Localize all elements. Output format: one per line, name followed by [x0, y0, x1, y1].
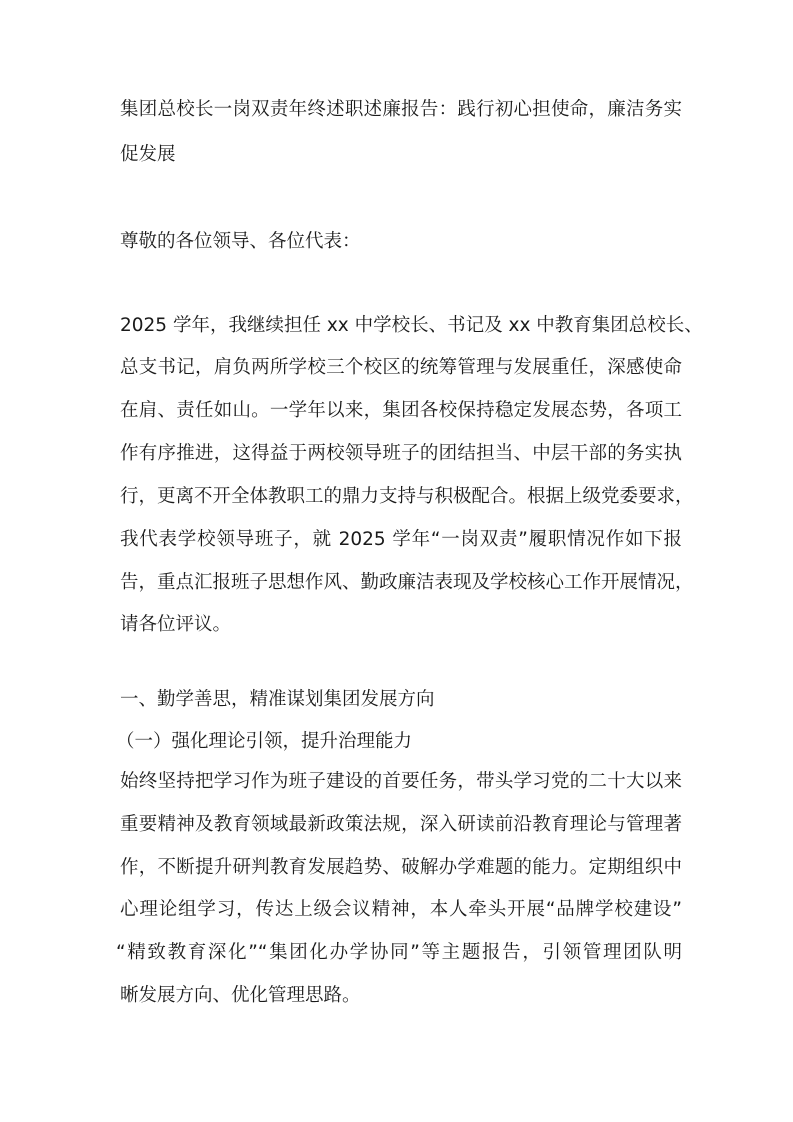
- body-line: “精致教育深化”“集团化办学协同”等主题报告，引领管理团队明: [116, 942, 682, 963]
- intro-line: 总支书记，肩负两所学校三个校区的统筹管理与发展重任，深感使命: [120, 357, 682, 378]
- intro-line: 告，重点汇报班子思想作风、勤政廉洁表现及学校核心工作开展情况，: [120, 572, 694, 593]
- subsection-heading: （一）强化理论引领，提升治理能力: [116, 731, 413, 752]
- body-line: 晰发展方向、优化管理思路。: [120, 985, 361, 1006]
- body-line: 心理论组学习，传达上级会议精神，本人牵头开展“品牌学校建设”: [120, 899, 682, 920]
- intro-line: 请各位评议。: [120, 614, 232, 635]
- body-line: 始终坚持把学习作为班子建设的首要任务，带头学习党的二十大以来: [120, 771, 682, 792]
- body-line: 重要精神及教育领域最新政策法规，深入研读前沿教育理论与管理著: [120, 814, 682, 835]
- intro-line: 2025 学年，我继续担任 xx 中学校长、书记及 xx 中教育集团总校长、: [120, 315, 703, 336]
- document-title-line-2: 促发展: [120, 144, 176, 165]
- greeting: 尊敬的各位领导、各位代表：: [120, 231, 361, 252]
- document-title-line-1: 集团总校长一岗双责年终述职述廉报告：践行初心担使命，廉洁务实: [120, 99, 682, 120]
- section-heading: 一、勤学善思，精准谋划集团发展方向: [120, 689, 435, 710]
- intro-line: 行，更离不开全体教职工的鼎力支持与积极配合。根据上级党委要求，: [120, 486, 694, 507]
- intro-line: 作有序推进，这得益于两校领导班子的团结担当、中层干部的务实执: [120, 443, 682, 464]
- intro-line: 在肩、责任如山。一学年以来，集团各校保持稳定发展态势，各项工: [120, 400, 682, 421]
- body-line: 作，不断提升研判教育发展趋势、破解办学难题的能力。定期组织中: [120, 857, 682, 878]
- intro-line: 我代表学校领导班子，就 2025 学年“一岗双责”履职情况作如下报: [120, 529, 682, 550]
